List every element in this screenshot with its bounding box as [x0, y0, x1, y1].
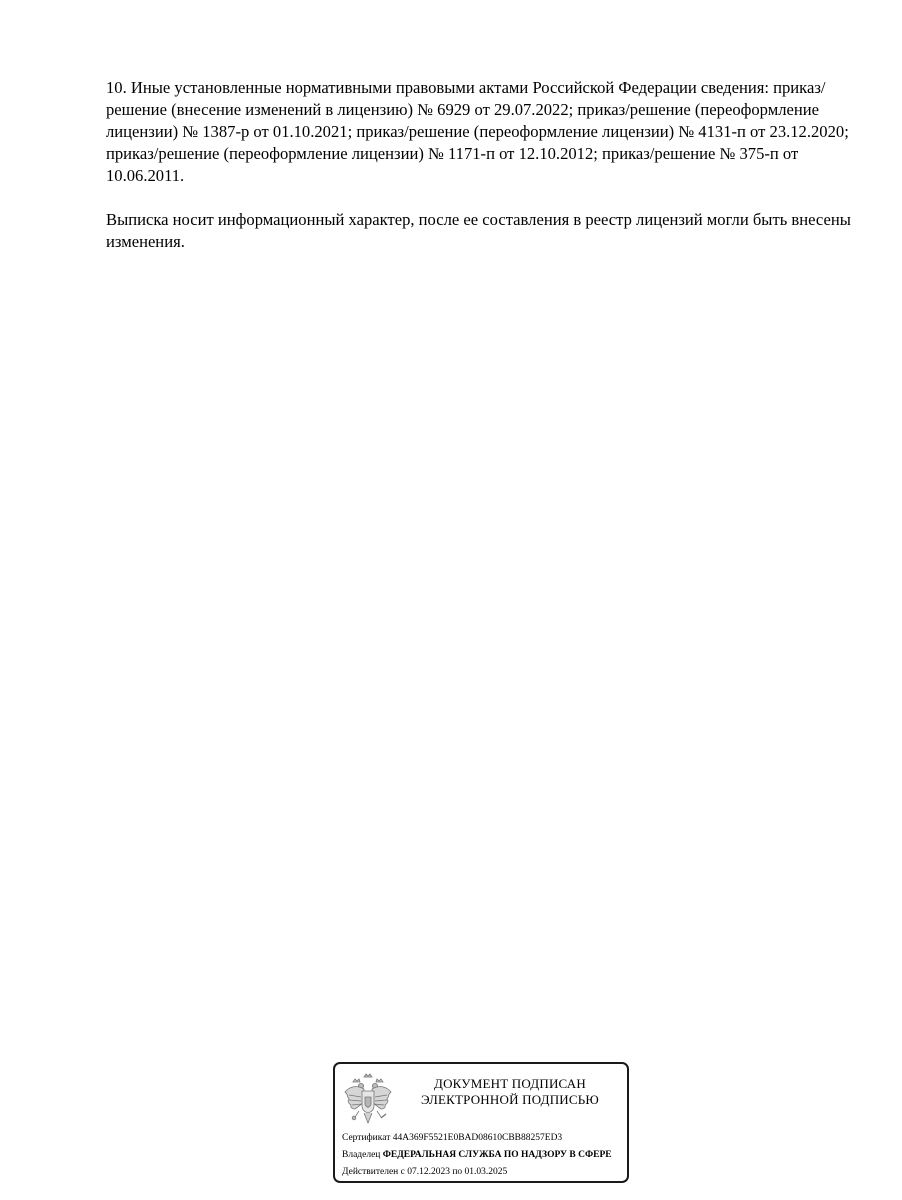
stamp-details	[342, 1130, 612, 1181]
electronic-signature-stamp	[333, 1062, 629, 1183]
russian-coat-of-arms-icon	[343, 1073, 393, 1127]
disclaimer-paragraph: Выписка носит информационный характер, после ее составления в реестр лицензий могли быть внесены изменения.	[106, 210, 851, 251]
certificate-label: Сертификат	[342, 1133, 391, 1143]
validity-line: Действителен с 07.12.2023 по 01.03.2025	[342, 1167, 508, 1177]
other-information-paragraph: 10. Иные установленные нормативными правовыми актами Российской Федерации сведения: приказ/решение (внесение изменений в лицензию) № 6929 от 29.07.2022; приказ/решение (переоформление лицензии) № 1387-р от 01.10.2021; приказ/решение (переоформление лицензии) № 4131-п от 23.12.2020; приказ/решение (переоформление лицензии) № 1171-п от 12.10.2012; приказ/решение № 375-п от 10.06.2011.	[106, 78, 849, 185]
stamp-title-line-2: ЭЛЕКТРОННОЙ ПОДПИСЬЮ	[421, 1092, 599, 1107]
owner-value: ФЕДЕРАЛЬНАЯ СЛУЖБА ПО НАДЗОРУ В СФЕРЕ	[382, 1150, 612, 1160]
owner-line	[342, 1147, 612, 1164]
certificate-line	[342, 1130, 612, 1147]
certificate-value: 44A369F5521E0BAD08610CBB88257ED3	[392, 1133, 563, 1143]
stamp-title-line-1: ДОКУМЕНТ ПОДПИСАН	[434, 1076, 586, 1091]
stamp-title	[395, 1076, 625, 1108]
owner-label: Владелец	[342, 1150, 381, 1160]
